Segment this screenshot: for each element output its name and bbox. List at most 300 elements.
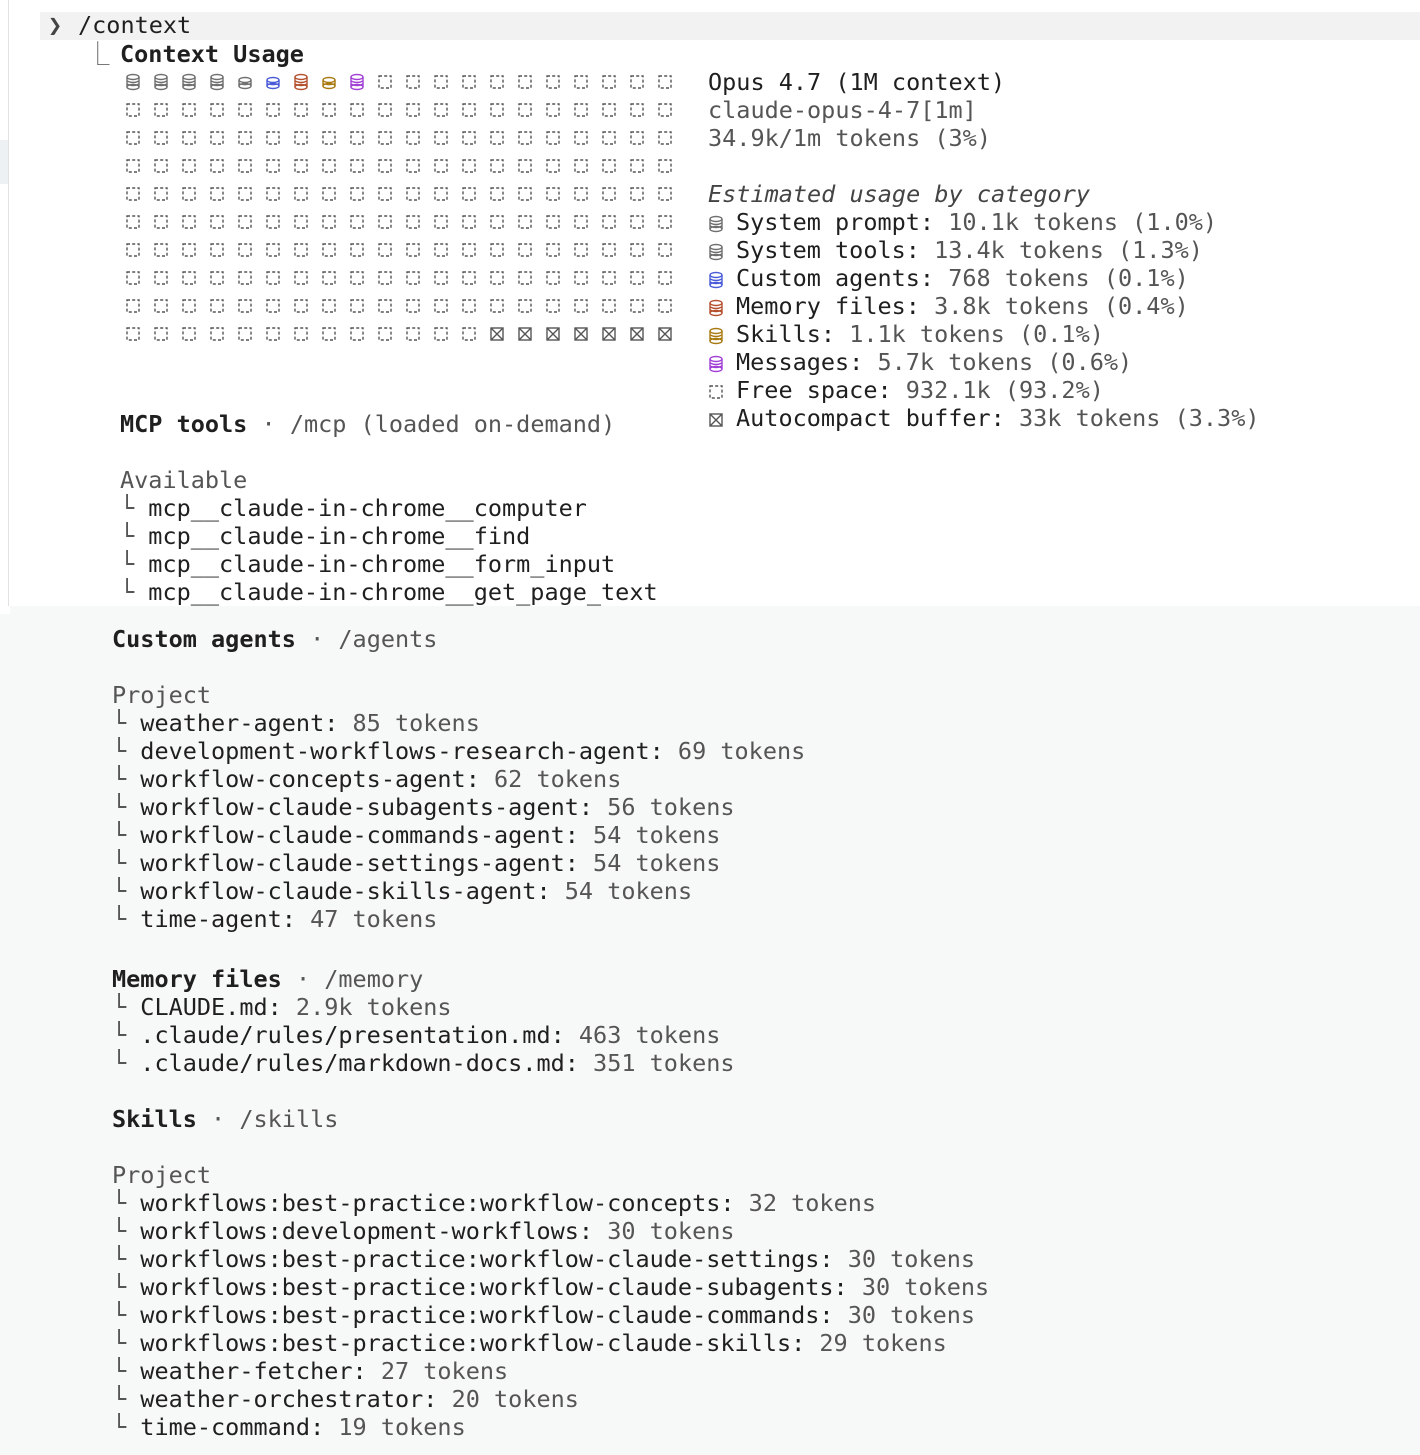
free-space-icon <box>175 124 203 152</box>
item-tokens: 69 tokens <box>663 737 806 765</box>
item-tokens: 47 tokens <box>295 905 438 933</box>
free-space-icon <box>175 152 203 180</box>
tree-branch-icon: └ <box>112 1217 141 1245</box>
agents-command-link[interactable]: /agents <box>338 625 438 653</box>
free-space-icon <box>427 96 455 124</box>
free-space-icon <box>371 152 399 180</box>
context-usage-grid <box>119 68 679 348</box>
free-space-icon <box>343 208 371 236</box>
item-name: workflow-claude-skills-agent: <box>140 877 551 905</box>
free-space-icon <box>175 236 203 264</box>
free-space-icon <box>483 292 511 320</box>
free-space-icon <box>455 320 483 348</box>
item-name: CLAUDE.md: <box>140 993 282 1021</box>
free-space-icon <box>147 208 175 236</box>
free-space-icon <box>147 264 175 292</box>
free-space-icon <box>203 236 231 264</box>
autocompact-buffer-icon <box>483 320 511 348</box>
free-space-icon <box>427 152 455 180</box>
category-row <box>708 404 1260 432</box>
mcp-command-link[interactable]: /mcp (loaded on-demand) <box>289 410 616 438</box>
item-name: weather-agent: <box>140 709 339 737</box>
agent-item <box>112 849 720 877</box>
free-space-icon <box>539 236 567 264</box>
free-space-icon <box>203 292 231 320</box>
skills-title: Skills <box>112 1105 197 1133</box>
free-space-icon <box>259 96 287 124</box>
left-gutter-rule <box>8 0 9 606</box>
free-space-icon <box>567 68 595 96</box>
item-name: mcp__claude-in-chrome__get_page_text <box>148 578 658 606</box>
database-icon <box>708 211 726 231</box>
item-tokens: 351 tokens <box>578 1049 735 1077</box>
item-name: workflows:best-practice:workflow-claude-commands: <box>140 1301 834 1329</box>
item-tokens: 30 tokens <box>593 1217 735 1245</box>
skill-item <box>112 1245 975 1273</box>
autocompact-buffer-icon <box>651 320 679 348</box>
item-name: workflows:best-practice:workflow-claude-subagents: <box>140 1273 848 1301</box>
free-space-icon <box>147 96 175 124</box>
grid-row <box>119 152 679 180</box>
free-space-icon <box>287 236 315 264</box>
free-space-icon <box>287 152 315 180</box>
free-space-icon <box>175 96 203 124</box>
free-space-icon <box>371 68 399 96</box>
free-space-icon <box>371 236 399 264</box>
free-space-icon <box>147 124 175 152</box>
free-space-icon <box>651 68 679 96</box>
memory-file-item <box>112 1049 735 1077</box>
free-space-icon <box>399 152 427 180</box>
free-space-icon <box>455 124 483 152</box>
free-space-icon <box>483 180 511 208</box>
free-space-icon <box>259 236 287 264</box>
free-space-icon <box>511 292 539 320</box>
usage-cell-icon <box>175 68 203 96</box>
free-space-icon <box>511 264 539 292</box>
skill-item <box>112 1413 466 1441</box>
free-space-icon <box>427 264 455 292</box>
free-space-icon <box>623 236 651 264</box>
tree-branch-icon: └ <box>112 793 141 821</box>
free-space-icon <box>231 208 259 236</box>
tree-branch-icon: └ <box>112 709 141 737</box>
category-row <box>708 236 1203 264</box>
free-space-icon <box>315 96 343 124</box>
grid-row <box>119 292 679 320</box>
autocompact-buffer-icon <box>567 320 595 348</box>
agent-item <box>112 765 621 793</box>
free-space-icon <box>427 124 455 152</box>
item-name: development-workflows-research-agent: <box>140 737 664 765</box>
free-space-icon <box>231 96 259 124</box>
free-space-icon <box>371 180 399 208</box>
model-id: claude-opus-4-7[1m] <box>708 96 977 124</box>
free-space-icon <box>511 124 539 152</box>
command-text: /context <box>78 11 192 39</box>
free-space-icon <box>203 152 231 180</box>
free-space-icon <box>455 292 483 320</box>
tree-branch-icon: └ <box>112 1189 141 1217</box>
tree-branch-icon: └ <box>120 494 149 522</box>
item-name: mcp__claude-in-chrome__computer <box>148 494 587 522</box>
free-space-icon <box>651 208 679 236</box>
item-name: workflows:best-practice:workflow-claude-skills: <box>140 1329 806 1357</box>
free-space-icon <box>371 320 399 348</box>
free-space-icon <box>623 124 651 152</box>
free-space-icon <box>371 208 399 236</box>
free-space-icon <box>231 152 259 180</box>
item-tokens: 2.9k tokens <box>281 993 452 1021</box>
free-space-icon <box>511 96 539 124</box>
free-space-icon <box>511 236 539 264</box>
free-space-icon <box>455 264 483 292</box>
category-row <box>708 376 1104 404</box>
agent-item <box>112 709 480 737</box>
skill-item <box>112 1385 579 1413</box>
custom-agents-title: Custom agents <box>112 625 296 653</box>
connector-icon: ⎿ <box>86 40 110 68</box>
tree-branch-icon: └ <box>112 1329 141 1357</box>
free-space-icon <box>259 208 287 236</box>
free-space-icon <box>595 208 623 236</box>
free-space-icon <box>483 264 511 292</box>
free-space-icon <box>119 264 147 292</box>
free-space-icon <box>567 96 595 124</box>
free-space-icon <box>595 292 623 320</box>
autocompact-buffer-icon <box>511 320 539 348</box>
category-value: 932.1k (93.2%) <box>891 376 1104 404</box>
free-space-icon <box>203 320 231 348</box>
memory-files-title: Memory files <box>112 965 282 993</box>
item-tokens: 56 tokens <box>593 793 735 821</box>
tree-branch-icon: └ <box>112 1301 141 1329</box>
free-space-icon <box>147 320 175 348</box>
grid-row <box>119 236 679 264</box>
category-label: Skills: <box>736 320 836 348</box>
free-space-icon <box>595 236 623 264</box>
tree-branch-icon: └ <box>112 993 141 1021</box>
usage-cell-icon <box>203 68 231 96</box>
free-space-icon <box>567 180 595 208</box>
item-name: workflow-claude-commands-agent: <box>140 821 579 849</box>
free-space-icon <box>483 124 511 152</box>
free-space-icon <box>455 208 483 236</box>
agent-item <box>112 793 735 821</box>
free-space-icon <box>567 152 595 180</box>
mcp-tools-heading <box>120 410 615 438</box>
item-tokens: 30 tokens <box>833 1245 976 1273</box>
free-space-icon <box>595 96 623 124</box>
free-space-icon <box>455 180 483 208</box>
free-space-icon <box>175 292 203 320</box>
free-space-icon <box>343 152 371 180</box>
item-tokens: 463 tokens <box>564 1021 721 1049</box>
usage-cell-icon <box>315 68 343 96</box>
free-space-icon <box>259 152 287 180</box>
item-name: workflows:best-practice:workflow-concepts: <box>140 1189 735 1217</box>
gutter-marker <box>0 140 8 184</box>
free-space-icon <box>287 124 315 152</box>
category-row <box>708 264 1189 292</box>
prompt-chevron-icon: ❯ <box>48 11 63 39</box>
free-space-icon <box>147 292 175 320</box>
free-space-icon <box>567 292 595 320</box>
free-space-icon <box>427 208 455 236</box>
free-space-icon <box>623 68 651 96</box>
mcp-available-label: Available <box>120 466 248 494</box>
free-space-icon <box>119 152 147 180</box>
free-space-icon <box>427 236 455 264</box>
category-label: Memory files: <box>736 292 920 320</box>
free-space-icon <box>147 152 175 180</box>
database-icon <box>708 323 726 343</box>
free-space-icon <box>511 68 539 96</box>
free-space-icon <box>539 292 567 320</box>
free-space-icon <box>399 208 427 236</box>
usage-cell-icon <box>119 68 147 96</box>
agent-item <box>112 877 692 905</box>
category-value: 13.4k tokens (1.3%) <box>919 236 1203 264</box>
free-space-icon <box>539 180 567 208</box>
free-space-icon <box>315 208 343 236</box>
free-space-icon <box>623 152 651 180</box>
free-space-icon <box>399 320 427 348</box>
free-space-icon <box>287 96 315 124</box>
tree-branch-icon: └ <box>112 765 141 793</box>
memory-file-item <box>112 1021 720 1049</box>
free-space-icon <box>371 264 399 292</box>
skills-separator: · <box>211 1105 226 1133</box>
item-tokens: 54 tokens <box>550 877 693 905</box>
skills-heading <box>112 1105 338 1133</box>
context-usage-panel <box>0 0 1420 606</box>
usage-heading: Estimated usage by category <box>708 180 1091 208</box>
tree-branch-icon: └ <box>112 1413 141 1441</box>
free-space-icon <box>427 320 455 348</box>
free-space-icon <box>259 264 287 292</box>
free-space-icon <box>343 236 371 264</box>
database-icon <box>708 351 726 371</box>
free-space-icon <box>231 264 259 292</box>
category-value: 3.8k tokens (0.4%) <box>919 292 1189 320</box>
autocompact-buffer-icon <box>708 407 726 427</box>
free-space-icon <box>147 236 175 264</box>
mcp-separator: · <box>261 410 276 438</box>
free-space-icon <box>511 208 539 236</box>
custom-agents-heading <box>112 625 437 653</box>
free-space-icon <box>343 180 371 208</box>
free-space-icon <box>399 124 427 152</box>
agent-item <box>112 905 437 933</box>
tree-branch-icon: └ <box>112 1049 141 1077</box>
free-space-icon <box>399 96 427 124</box>
item-name: workflow-claude-subagents-agent: <box>140 793 594 821</box>
item-name: time-command: <box>140 1413 325 1441</box>
tree-branch-icon: └ <box>120 522 149 550</box>
mcp-tools-title: MCP tools <box>120 410 248 438</box>
free-space-icon <box>511 152 539 180</box>
free-space-icon <box>483 236 511 264</box>
free-space-icon <box>343 124 371 152</box>
database-icon <box>708 239 726 259</box>
free-space-icon <box>539 124 567 152</box>
context-details-panel <box>0 606 1420 1455</box>
free-space-icon <box>315 152 343 180</box>
free-space-icon <box>175 208 203 236</box>
free-space-icon <box>119 124 147 152</box>
free-space-icon <box>651 152 679 180</box>
free-space-icon <box>623 180 651 208</box>
free-space-icon <box>651 236 679 264</box>
item-tokens: 30 tokens <box>847 1273 990 1301</box>
item-name: weather-orchestrator: <box>140 1385 438 1413</box>
mcp-tool-item <box>120 550 615 578</box>
free-space-icon <box>595 264 623 292</box>
free-space-icon <box>623 96 651 124</box>
free-space-icon <box>567 236 595 264</box>
category-value: 768 tokens (0.1%) <box>934 264 1189 292</box>
category-row <box>708 292 1189 320</box>
item-tokens: 19 tokens <box>324 1413 466 1441</box>
skill-item <box>112 1301 975 1329</box>
free-space-icon <box>259 180 287 208</box>
free-space-icon <box>567 124 595 152</box>
mcp-tool-item <box>120 494 587 522</box>
skill-item <box>112 1217 735 1245</box>
free-space-icon <box>287 320 315 348</box>
free-space-icon <box>623 264 651 292</box>
free-space-icon <box>539 96 567 124</box>
category-row <box>708 208 1217 236</box>
token-total: 34.9k/1m tokens (3%) <box>708 124 991 152</box>
free-space-icon <box>231 236 259 264</box>
database-icon <box>708 295 726 315</box>
free-space-icon <box>455 96 483 124</box>
memory-files-heading <box>112 965 423 993</box>
free-space-icon <box>651 180 679 208</box>
usage-cell-icon <box>147 68 175 96</box>
free-space-icon <box>483 68 511 96</box>
item-tokens: 54 tokens <box>578 821 721 849</box>
free-space-icon <box>231 124 259 152</box>
category-value: 5.7k tokens (0.6%) <box>863 348 1133 376</box>
free-space-icon <box>119 292 147 320</box>
mcp-tool-item <box>120 522 530 550</box>
free-space-icon <box>567 208 595 236</box>
category-row <box>708 348 1132 376</box>
tree-branch-icon: └ <box>112 1385 141 1413</box>
autocompact-buffer-icon <box>539 320 567 348</box>
tree-branch-icon: └ <box>120 578 149 606</box>
item-name: .claude/rules/presentation.md: <box>140 1021 565 1049</box>
category-label: Free space: <box>736 376 892 404</box>
free-space-icon <box>399 264 427 292</box>
free-space-icon <box>455 68 483 96</box>
tree-branch-icon: └ <box>112 905 141 933</box>
free-space-icon <box>483 96 511 124</box>
free-space-icon <box>315 180 343 208</box>
autocompact-buffer-icon <box>595 320 623 348</box>
category-value: 33k tokens (3.3%) <box>1004 404 1260 432</box>
grid-row <box>119 96 679 124</box>
free-space-icon <box>483 152 511 180</box>
memory-command-link[interactable]: /memory <box>324 965 424 993</box>
model-name: Opus 4.7 (1M context) <box>708 68 1006 96</box>
free-space-icon <box>343 96 371 124</box>
free-space-icon <box>595 152 623 180</box>
item-name: workflows:best-practice:workflow-claude-settings: <box>140 1245 834 1273</box>
item-name: mcp__claude-in-chrome__find <box>148 522 531 550</box>
free-space-icon <box>595 180 623 208</box>
free-space-icon <box>315 124 343 152</box>
free-space-icon <box>147 180 175 208</box>
free-space-icon <box>595 124 623 152</box>
free-space-icon <box>539 208 567 236</box>
free-space-icon <box>623 292 651 320</box>
item-name: weather-fetcher: <box>140 1357 367 1385</box>
free-space-icon <box>399 236 427 264</box>
tree-branch-icon: └ <box>120 550 149 578</box>
skills-project-label: Project <box>112 1161 212 1189</box>
free-space-icon <box>119 236 147 264</box>
free-space-icon <box>315 320 343 348</box>
category-label: Custom agents: <box>736 264 935 292</box>
free-space-icon <box>203 180 231 208</box>
free-space-icon <box>371 96 399 124</box>
free-space-icon <box>455 152 483 180</box>
category-label: Autocompact buffer: <box>736 404 1005 432</box>
free-space-icon <box>427 68 455 96</box>
item-tokens: 85 tokens <box>338 709 480 737</box>
skills-command-link[interactable]: /skills <box>239 1105 339 1133</box>
item-tokens: 32 tokens <box>734 1189 877 1217</box>
free-space-icon <box>427 180 455 208</box>
item-tokens: 29 tokens <box>805 1329 947 1357</box>
agent-item <box>112 737 805 765</box>
memory-separator: · <box>295 965 311 993</box>
category-row <box>708 320 1104 348</box>
free-space-icon <box>175 264 203 292</box>
free-space-icon <box>455 236 483 264</box>
skill-item <box>112 1357 508 1385</box>
mcp-tool-item <box>120 578 658 606</box>
item-name: time-agent: <box>140 905 296 933</box>
item-tokens: 30 tokens <box>833 1301 976 1329</box>
free-space-icon <box>231 180 259 208</box>
item-name: workflow-claude-settings-agent: <box>140 849 579 877</box>
free-space-icon <box>399 68 427 96</box>
free-space-icon <box>371 124 399 152</box>
free-space-icon <box>287 180 315 208</box>
free-space-icon <box>539 264 567 292</box>
item-tokens: 54 tokens <box>578 849 721 877</box>
free-space-icon <box>567 264 595 292</box>
free-space-icon <box>119 208 147 236</box>
free-space-icon <box>259 292 287 320</box>
free-space-icon <box>623 208 651 236</box>
free-space-icon <box>539 152 567 180</box>
skill-item <box>112 1273 989 1301</box>
category-value: 1.1k tokens (0.1%) <box>835 320 1104 348</box>
free-space-icon <box>203 264 231 292</box>
grid-row <box>119 264 679 292</box>
tree-branch-icon: └ <box>112 1273 141 1301</box>
tree-branch-icon: └ <box>112 1245 141 1273</box>
free-space-icon <box>511 180 539 208</box>
grid-row <box>119 180 679 208</box>
free-space-icon <box>651 264 679 292</box>
